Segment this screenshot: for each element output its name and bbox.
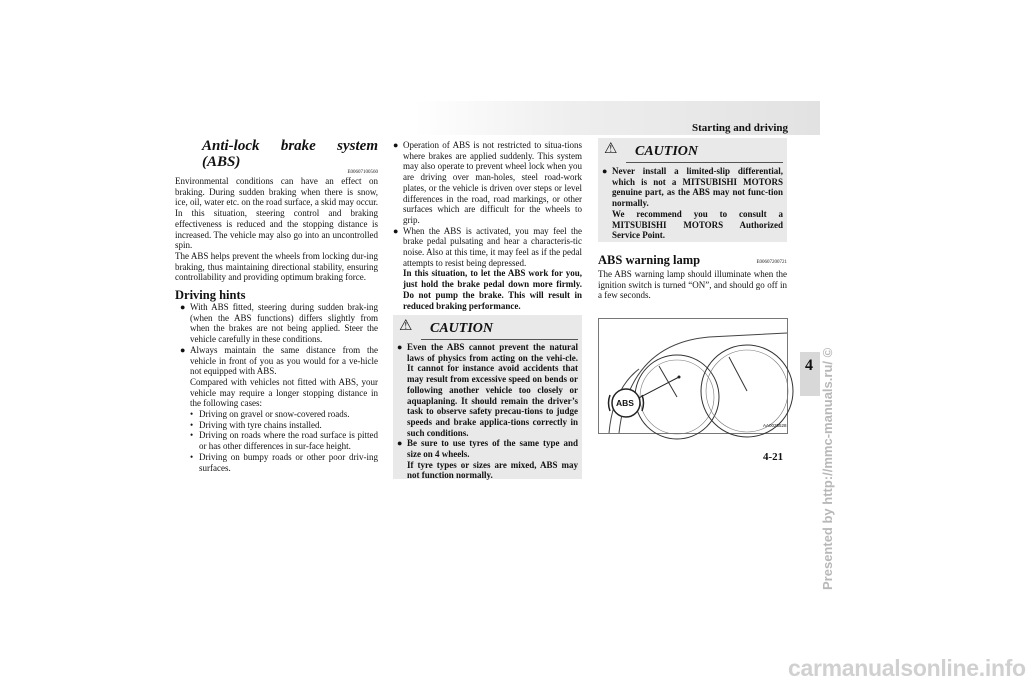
lamp-text: The ABS warning lamp should illuminate when the ignition switch is turned “ON”, and should go off in a few seconds. [598,269,787,301]
hint-sub-3: • Driving on roads where the road surface is pitted or has other differences in sur-face height. [190,430,378,452]
instrument-cluster-illustration [599,319,787,433]
figure-code: AA0025528 [763,423,787,428]
caution-2-item-1-cont: We recommend you to consult a MITSUBISHI MOTORS Authorized Service Point. [612,208,783,241]
chapter-number: 4 [805,357,813,374]
middle-column [393,140,582,311]
caution-2-item-1: ● Never install a limited-slip differential, which is not a MITSUBISHI MOTORS genuine part, as the ABS may not func-tion normally. [602,166,783,209]
vertical-watermark: Presented by http://mmc-manuals.ru/ © [820,347,835,590]
caution-2-rule [626,162,783,163]
warning-triangle-icon: ⚠ [604,141,618,157]
bullet-icon: ● [393,225,399,236]
abs-section-code: E00607100560 [347,170,378,175]
hint-bullet-1: ● With ABS fitted, steering during sudden brak-ing (when the ABS functions) differs slightly from when the brakes are not being applied. Steer the vehicle carefully in these conditions. [180,302,378,345]
mid-bullet-2-bold: In this situation, to let the ABS work for you, just hold the brake pedal down more firmly. Do not pump the brake. This will result in reduced braking performance. [403,268,582,311]
caution-2-title: CAUTION [635,144,699,159]
caution-1-item-2-cont: If tyre types or sizes are mixed, ABS may not function normally. [407,459,578,481]
page-number: 4-21 [763,451,784,463]
abs-section-title: Anti-lock brake system (ABS) [202,138,378,170]
warning-triangle-icon: ⚠ [399,318,413,334]
hint-sub-4: • Driving on bumpy roads or other poor driv-ing surfaces. [190,451,378,473]
caution-box-1 [393,315,582,479]
left-column [175,138,378,473]
header-title: Starting and driving [692,122,788,134]
abs-lamp-label: ABS [616,398,634,408]
caution-1-item-1: ● Even the ABS cannot prevent the natural laws of physics from acting on the vehi-cle. It cannot for instance avoid accidents that may result from excessive speed on bends or following another vehicle too closely or aquaplaning. It should remain the driver’s task to observe safety precau-tions to judge speeds and brake applica-tions correctly in such conditions. [397,342,578,438]
abs-para-2: The ABS helps prevent the wheels from locking dur-ing braking, thus maintaining directional stability, ensuring controllability and providing optimum braking force. [175,250,378,283]
mid-bullet-2: ● When the ABS is activated, you may feel the brake pedal pulsating and hear a characteris-tic noise. Also at this time, it may feel as if the pedal attempts to resist being depressed. [393,225,582,268]
mid-bullet-1: ● Operation of ABS is not restricted to situa-tions where brakes are applied suddenly. This system may also operate to prevent wheel lock when you are driving over man-holes, steel road-work plates, or the vehicle is driven over steps or level differences in the road, road markings, or other surfaces which are difficult for the wheels to grip. [393,140,582,225]
caution-1-item-2: ● Be sure to use tyres of the same type and size on 4 wheels. [397,438,578,460]
abs-para-1: Environmental conditions can have an effect on braking. During sudden braking when there is snow, ice, oil, water etc. on the road surface, a skid may occur. In this situation, steering control and braking effectiveness is reduced and the stopping distance is increased. The vehicle may also go into an uncontrolled spin. [175,176,378,251]
hint-bullet-2: ● Always maintain the same distance from the vehicle in front of you as you would for a ve-hicle not equipped with ABS. [180,344,378,377]
bullet-icon: ● [397,342,403,352]
lamp-title: ABS warning lamp [598,253,701,267]
caution-box-2 [598,138,787,242]
caution-1-rule [421,339,578,340]
bottom-watermark: carmanualsonline.info [788,655,1026,681]
hint-sub-2: • Driving with tyre chains installed. [190,419,322,430]
bullet-icon: ● [180,302,186,313]
abs-lamp-figure [598,318,788,434]
bullet-icon: ● [602,166,608,176]
hint-bullet-2-continued: Compared with vehicles not fitted with ABS, your vehicle may require a longer stopping distance in the following cases: [190,376,378,409]
bullet-icon: ● [180,344,186,355]
bullet-icon: ● [393,140,399,150]
hint-sub-1: • Driving on gravel or snow-covered roads. [190,409,350,420]
lamp-section [598,253,787,301]
hints-title: Driving hints [175,288,246,303]
lamp-code: E00607200721 [756,260,787,265]
caution-1-title: CAUTION [430,321,494,336]
bullet-icon: ● [397,438,403,449]
